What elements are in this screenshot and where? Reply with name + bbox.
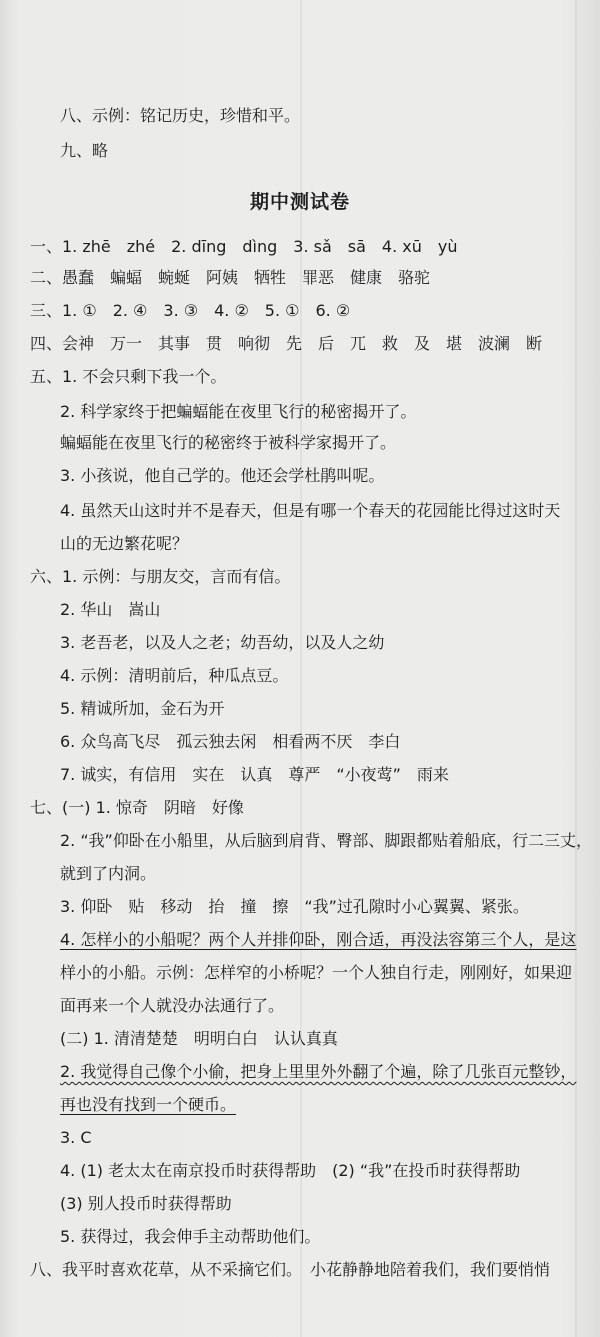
answer-line: (二) 1. 清清楚楚 明明白白 认认真真	[60, 1029, 338, 1048]
answer-line: 蝙蝠能在夜里飞行的秘密终于被科学家揭开了。	[60, 433, 397, 452]
answer-line: 九、略	[60, 141, 109, 160]
answer-line: 6. 众鸟高飞尽 孤云独去闲 相看两不厌 李白	[60, 732, 401, 751]
answer-line: 六、1. 示例：与朋友交，言而有信。	[30, 567, 291, 586]
answer-line: 4. 示例：清明前后，种瓜点豆。	[60, 666, 289, 685]
answer-line: 3. C	[60, 1128, 92, 1147]
answer-line: 七、(一) 1. 惊奇 阴暗 好像	[30, 798, 244, 817]
answer-line: 4. 虽然天山这时并不是春天，但是有哪一个春天的花园能比得过这时天	[60, 501, 561, 520]
answer-line: (3) 别人投币时获得帮助	[60, 1194, 232, 1213]
answer-line: 5. 获得过，我会伸手主动帮助他们。	[60, 1227, 321, 1246]
answer-line: 八、示例：铭记历史，珍惜和平。	[60, 106, 301, 125]
answer-line: 2. “我”仰卧在小船里，从后脑到肩背、臀部、脚跟都贴着船底，行二三丈，	[60, 831, 592, 850]
answer-line: 八、我平时喜欢花草，从不采摘它们。 小花静静地陪着我们，我们要悄悄	[30, 1260, 551, 1279]
answer-line: 4. (1) 老太太在南京投币时获得帮助 (2) “我”在投币时获得帮助	[60, 1161, 521, 1180]
answer-line: 二、愚蠢 蝙蝠 蜿蜒 阿姨 牺牲 罪恶 健康 骆驼	[30, 268, 431, 287]
section-title: 期中测试卷	[249, 191, 350, 213]
answer-line: 山的无边繁花呢？	[60, 534, 189, 553]
answer-line: 五、1. 不会只剩下我一个。	[30, 367, 227, 386]
answer-line: 5. 精诚所加，金石为开	[60, 699, 225, 718]
answer-line: 2. 华山 嵩山	[60, 600, 161, 619]
wavy-underlined-answer-line: 2. 我觉得自己像个小偷，把身上里里外外翻了个遍，除了几张百元整钞，	[60, 1062, 577, 1081]
answer-line: 2. 科学家终于把蝙蝠能在夜里飞行的秘密揭开了。	[60, 402, 417, 421]
answer-line: 面再来一个人就没办法通行了。	[60, 996, 285, 1015]
underlined-answer-line: 再也没有找到一个硬币。	[60, 1095, 237, 1114]
answer-line: 3. 仰卧 贴 移动 抬 撞 擦 “我”过孔隙时小心翼翼、紧张。	[60, 897, 529, 916]
answer-line: 四、会神 万一 其事 贯 响彻 先 后 兀 救 及 堪 波澜 断	[30, 334, 543, 353]
answer-line: 7. 诚实，有信用 实在 认真 尊严 “小夜莺” 雨来	[60, 765, 449, 784]
answer-line: 3. 小孩说，他自己学的。他还会学杜鹃叫呢。	[60, 466, 385, 485]
answer-line: 就到了内洞。	[60, 864, 157, 883]
answer-line: 三、1. ① 2. ④ 3. ③ 4. ② 5. ① 6. ②	[30, 301, 351, 320]
answer-line: 3. 老吾老，以及人之老；幼吾幼，以及人之幼	[60, 633, 385, 652]
answer-line: 样小的小船。示例：怎样窄的小桥呢？一个人独自行走，刚刚好，如果迎	[60, 963, 573, 982]
answer-line: 一、1. zhē zhé 2. dīng dìng 3. sǎ sā 4. xū yù	[30, 237, 458, 256]
underlined-answer-line: 4. 怎样小的小船呢？两个人并排仰卧，刚合适，再没法容第三个人，是这	[60, 930, 577, 949]
